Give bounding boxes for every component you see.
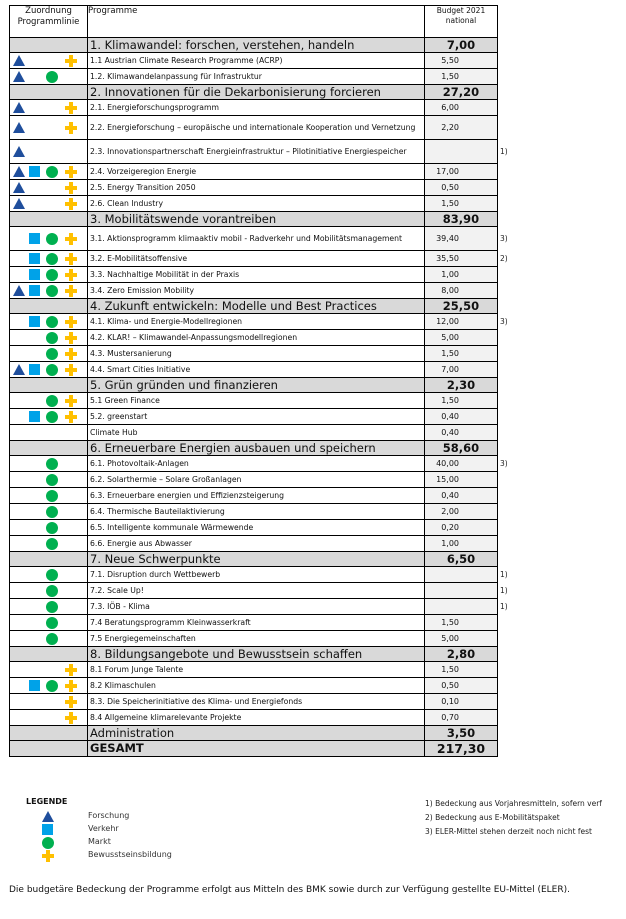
table-row <box>10 164 498 180</box>
triangle-icon <box>13 55 25 66</box>
table-row <box>10 615 498 631</box>
category-icons <box>10 504 88 520</box>
plus-icon <box>65 102 77 114</box>
plus-icon <box>65 233 77 245</box>
table-row <box>10 267 498 283</box>
footnote: 1) Bedeckung aus Vorjahresmitteln, sofern verf <box>425 799 602 808</box>
row-note-marker: 3) <box>500 233 508 243</box>
budget-value: 27,20 <box>425 85 498 100</box>
triangle-icon <box>13 166 25 177</box>
budget-value <box>425 140 498 164</box>
program-name: Administration <box>88 726 425 741</box>
legend-item-bewusstseinsbildung: Bewusstseinsbildung <box>88 850 172 859</box>
circle-icon <box>46 71 58 83</box>
legend <box>26 797 172 859</box>
program-name: 3.2. E-Mobilitätsoffensive <box>88 251 425 267</box>
budget-value: 0,10 <box>425 694 498 710</box>
budget-value <box>425 567 498 583</box>
program-name: 6. Erneuerbare Energien ausbauen und speichern <box>88 441 425 456</box>
circle-icon <box>46 348 58 360</box>
total-row <box>10 741 498 757</box>
table-row <box>10 472 498 488</box>
budget-value: 1,50 <box>425 196 498 212</box>
square-icon <box>29 253 40 264</box>
triangle-icon <box>13 146 25 157</box>
category-icons <box>10 330 88 346</box>
square-icon <box>29 364 40 375</box>
table-row <box>10 694 498 710</box>
circle-icon <box>42 837 54 849</box>
table-row <box>10 196 498 212</box>
program-name: 1.1 Austrian Climate Research Programme (ACRP) <box>88 53 425 69</box>
budget-value: 40,00 <box>425 456 498 472</box>
category-icons <box>10 726 88 741</box>
category-icons <box>10 116 88 140</box>
category-icons <box>10 710 88 726</box>
category-icons <box>10 283 88 299</box>
budget-value: 2,30 <box>425 378 498 393</box>
table-row <box>10 504 498 520</box>
table-row <box>10 710 498 726</box>
category-icons <box>10 362 88 378</box>
category-icons <box>10 615 88 631</box>
program-name: 4.3. Mustersanierung <box>88 346 425 362</box>
table-row <box>10 393 498 409</box>
section-row <box>10 647 498 662</box>
square-icon <box>29 316 40 327</box>
circle-icon <box>46 233 58 245</box>
plus-icon <box>65 316 77 328</box>
category-icons <box>10 212 88 227</box>
plus-icon <box>65 166 77 178</box>
header-budget: Budget 2021 national <box>425 6 498 38</box>
row-note-marker: 1) <box>500 585 508 595</box>
category-icons <box>10 552 88 567</box>
budget-value: 6,50 <box>425 552 498 567</box>
category-icons <box>10 251 88 267</box>
row-note-marker: 3) <box>500 316 508 326</box>
table-row <box>10 116 498 140</box>
budget-value: 0,40 <box>425 488 498 504</box>
circle-icon <box>46 506 58 518</box>
plus-icon <box>65 348 77 360</box>
triangle-icon <box>13 198 25 209</box>
header-programme: Programme <box>88 6 425 38</box>
program-name: 8.1 Forum Junge Talente <box>88 662 425 678</box>
program-name: 7.1. Disruption durch Wettbewerb <box>88 567 425 583</box>
program-name: 3.4. Zero Emission Mobility <box>88 283 425 299</box>
section-row <box>10 441 498 456</box>
program-name: 7.4 Beratungsprogramm Kleinwasserkraft <box>88 615 425 631</box>
table-row <box>10 583 498 599</box>
program-name: 5.2. greenstart <box>88 409 425 425</box>
program-name: 4.2. KLAR! – Klimawandel-Anpassungsmodellregionen <box>88 330 425 346</box>
circle-icon <box>46 411 58 423</box>
circle-icon <box>46 316 58 328</box>
circle-icon <box>46 269 58 281</box>
table-row <box>10 662 498 678</box>
section-row <box>10 378 498 393</box>
budget-value: 217,30 <box>425 741 498 757</box>
budget-value: 58,60 <box>425 441 498 456</box>
category-icons <box>10 583 88 599</box>
circle-icon <box>46 395 58 407</box>
program-name: 7.5 Energiegemeinschaften <box>88 631 425 647</box>
category-icons <box>10 314 88 330</box>
budget-value: 5,00 <box>425 631 498 647</box>
program-name: 1. Klimawandel: forschen, verstehen, handeln <box>88 38 425 53</box>
section-row <box>10 299 498 314</box>
table-row <box>10 330 498 346</box>
budget-value: 1,50 <box>425 393 498 409</box>
row-note-marker: 1) <box>500 569 508 579</box>
category-icons <box>10 346 88 362</box>
table-row <box>10 631 498 647</box>
section-row <box>10 552 498 567</box>
section-row <box>10 85 498 100</box>
program-name: 8. Bildungsangebote und Bewusstsein schaffen <box>88 647 425 662</box>
table-header-row <box>10 6 498 38</box>
table-row <box>10 227 498 251</box>
category-icons <box>10 140 88 164</box>
category-icons <box>10 678 88 694</box>
category-icons <box>10 38 88 53</box>
category-icons <box>10 567 88 583</box>
category-icons <box>10 409 88 425</box>
program-name: 6.4. Thermische Bauteilaktivierung <box>88 504 425 520</box>
table-row <box>10 346 498 362</box>
program-name: 4. Zukunft entwickeln: Modelle und Best Practices <box>88 299 425 314</box>
program-name: 3. Mobilitätswende vorantreiben <box>88 212 425 227</box>
budget-value: 5,50 <box>425 53 498 69</box>
circle-icon <box>46 680 58 692</box>
program-name: 4.1. Klima- und Energie-Modellregionen <box>88 314 425 330</box>
budget-value: 35,50 <box>425 251 498 267</box>
circle-icon <box>46 474 58 486</box>
header-zuordnung: Zuordnung Programmlinie <box>10 6 88 38</box>
budget-value: 0,50 <box>425 678 498 694</box>
budget-value: 0,40 <box>425 425 498 441</box>
category-icons <box>10 393 88 409</box>
budget-value: 25,50 <box>425 299 498 314</box>
plus-icon <box>65 712 77 724</box>
budget-table <box>9 5 498 757</box>
plus-icon <box>65 664 77 676</box>
budget-value: 5,00 <box>425 330 498 346</box>
budget-value: 2,20 <box>425 116 498 140</box>
program-name: 2.1. Energieforschungsprogramm <box>88 100 425 116</box>
row-note-marker: 1) <box>500 601 508 611</box>
table-row <box>10 520 498 536</box>
program-name: 8.4 Allgemeine klimarelevante Projekte <box>88 710 425 726</box>
category-icons <box>10 227 88 251</box>
table-row <box>10 409 498 425</box>
table-row <box>10 678 498 694</box>
category-icons <box>10 599 88 615</box>
program-name: 2.2. Energieforschung – europäische und internationale Kooperation und Vernetzung <box>88 116 425 140</box>
table-row <box>10 251 498 267</box>
category-icons <box>10 536 88 552</box>
category-icons <box>10 631 88 647</box>
plus-icon <box>65 411 77 423</box>
square-icon <box>29 233 40 244</box>
circle-icon <box>46 332 58 344</box>
circle-icon <box>46 253 58 265</box>
category-icons <box>10 85 88 100</box>
category-icons <box>10 694 88 710</box>
triangle-icon <box>13 364 25 375</box>
program-name: 1.2. Klimawandelanpassung für Infrastruktur <box>88 69 425 85</box>
budget-value: 1,50 <box>425 662 498 678</box>
table-row <box>10 283 498 299</box>
row-note-marker: 2) <box>500 253 508 263</box>
plus-icon <box>65 182 77 194</box>
program-name: 8.2 Klimaschulen <box>88 678 425 694</box>
footnote: 3) ELER-Mittel stehen derzeit noch nicht fest <box>425 827 592 836</box>
program-name: 6.2. Solarthermie – Solare Großanlagen <box>88 472 425 488</box>
program-name: 2.5. Energy Transition 2050 <box>88 180 425 196</box>
row-note-marker: 3) <box>500 458 508 468</box>
budget-value: 0,50 <box>425 180 498 196</box>
budget-value: 83,90 <box>425 212 498 227</box>
category-icons <box>10 267 88 283</box>
plus-icon <box>65 253 77 265</box>
section-row <box>10 726 498 741</box>
table-row <box>10 180 498 196</box>
program-name: 6.6. Energie aus Abwasser <box>88 536 425 552</box>
category-icons <box>10 180 88 196</box>
program-name: 2.6. Clean Industry <box>88 196 425 212</box>
plus-icon <box>65 269 77 281</box>
program-name: 7.2. Scale Up! <box>88 583 425 599</box>
budget-value: 7,00 <box>425 38 498 53</box>
plus-icon <box>65 122 77 134</box>
circle-icon <box>46 458 58 470</box>
category-icons <box>10 441 88 456</box>
plus-icon <box>65 680 77 692</box>
category-icons <box>10 472 88 488</box>
plus-icon <box>65 395 77 407</box>
footnote: 2) Bedeckung aus E-Mobilitätspaket <box>425 813 560 822</box>
budget-value: 0,20 <box>425 520 498 536</box>
category-icons <box>10 662 88 678</box>
budget-value: 39,40 <box>425 227 498 251</box>
program-name: 6.1. Photovoltaik-Anlagen <box>88 456 425 472</box>
table-row <box>10 567 498 583</box>
budget-value: 17,00 <box>425 164 498 180</box>
budget-value: 0,70 <box>425 710 498 726</box>
program-name: 5.1 Green Finance <box>88 393 425 409</box>
table-row <box>10 536 498 552</box>
circle-icon <box>46 285 58 297</box>
table-row <box>10 425 498 441</box>
category-icons <box>10 53 88 69</box>
program-name: 7.3. IÖB - Klima <box>88 599 425 615</box>
circle-icon <box>46 364 58 376</box>
plus-icon <box>65 364 77 376</box>
category-icons <box>10 520 88 536</box>
category-icons <box>10 741 88 757</box>
program-name: 3.1. Aktionsprogramm klimaaktiv mobil - Radverkehr und Mobilitätsmanagement <box>88 227 425 251</box>
square-icon <box>29 269 40 280</box>
table-row <box>10 140 498 164</box>
triangle-icon <box>13 285 25 296</box>
table-row <box>10 362 498 378</box>
square-icon <box>29 680 40 691</box>
table-row <box>10 599 498 615</box>
plus-icon <box>42 850 54 862</box>
section-row <box>10 38 498 53</box>
budget-value: 0,40 <box>425 409 498 425</box>
square-icon <box>29 166 40 177</box>
legend-item-markt: Markt <box>88 837 111 846</box>
budget-value: 1,50 <box>425 615 498 631</box>
program-name: GESAMT <box>88 741 425 757</box>
program-name: 4.4. Smart Cities Initiative <box>88 362 425 378</box>
program-name: 2.4. Vorzeigeregion Energie <box>88 164 425 180</box>
square-icon <box>29 285 40 296</box>
budget-value: 1,00 <box>425 536 498 552</box>
table-row <box>10 456 498 472</box>
triangle-icon <box>13 182 25 193</box>
table-row <box>10 53 498 69</box>
budget-value: 1,50 <box>425 346 498 362</box>
triangle-icon <box>13 71 25 82</box>
table-row <box>10 69 498 85</box>
category-icons <box>10 69 88 85</box>
budget-value: 1,50 <box>425 69 498 85</box>
budget-value: 8,00 <box>425 283 498 299</box>
plus-icon <box>65 55 77 67</box>
plus-icon <box>65 332 77 344</box>
legend-title: LEGENDE <box>26 797 68 806</box>
circle-icon <box>46 490 58 502</box>
circle-icon <box>46 601 58 613</box>
table-row <box>10 100 498 116</box>
legend-item-forschung: Forschung <box>88 811 130 820</box>
circle-icon <box>46 538 58 550</box>
circle-icon <box>46 617 58 629</box>
circle-icon <box>46 569 58 581</box>
program-name: Climate Hub <box>88 425 425 441</box>
plus-icon <box>65 285 77 297</box>
circle-icon <box>46 633 58 645</box>
program-name: 5. Grün gründen und finanzieren <box>88 378 425 393</box>
program-name: 2.3. Innovationspartnerschaft Energieinfrastruktur – Pilotinitiative Energiespeicher <box>88 140 425 164</box>
program-name: 6.5. Intelligente kommunale Wärmewende <box>88 520 425 536</box>
category-icons <box>10 425 88 441</box>
circle-icon <box>46 522 58 534</box>
budget-value: 15,00 <box>425 472 498 488</box>
budget-value: 2,00 <box>425 504 498 520</box>
program-name: 8.3. Die Speicherinitiative des Klima- und Energiefonds <box>88 694 425 710</box>
program-name: 2. Innovationen für die Dekarbonisierung forcieren <box>88 85 425 100</box>
section-row <box>10 212 498 227</box>
budget-value: 3,50 <box>425 726 498 741</box>
row-note-marker: 1) <box>500 146 508 156</box>
plus-icon <box>65 696 77 708</box>
budget-value: 1,00 <box>425 267 498 283</box>
circle-icon <box>46 585 58 597</box>
category-icons <box>10 299 88 314</box>
program-name: 3.3. Nachhaltige Mobilität in der Praxis <box>88 267 425 283</box>
category-icons <box>10 647 88 662</box>
category-icons <box>10 378 88 393</box>
budget-value <box>425 583 498 599</box>
budget-value: 2,80 <box>425 647 498 662</box>
budget-value <box>425 599 498 615</box>
budget-value: 6,00 <box>425 100 498 116</box>
legend-item-verkehr: Verkehr <box>88 824 119 833</box>
plus-icon <box>65 198 77 210</box>
square-icon <box>42 824 53 835</box>
square-icon <box>29 411 40 422</box>
program-name: 6.3. Erneuerbare energien und Effizienzsteigerung <box>88 488 425 504</box>
budget-value: 12,00 <box>425 314 498 330</box>
triangle-icon <box>13 122 25 133</box>
category-icons <box>10 100 88 116</box>
category-icons <box>10 196 88 212</box>
budget-value: 7,00 <box>425 362 498 378</box>
table-row <box>10 488 498 504</box>
category-icons <box>10 164 88 180</box>
footer-text: Die budgetäre Bedeckung der Programme erfolgt aus Mitteln des BMK sowie durch zur Verfügung gestellte EU-Mittel (ELER). <box>9 885 570 895</box>
category-icons <box>10 456 88 472</box>
category-icons <box>10 488 88 504</box>
program-name: 7. Neue Schwerpunkte <box>88 552 425 567</box>
table-row <box>10 314 498 330</box>
triangle-icon <box>13 102 25 113</box>
circle-icon <box>46 166 58 178</box>
triangle-icon <box>42 811 54 822</box>
